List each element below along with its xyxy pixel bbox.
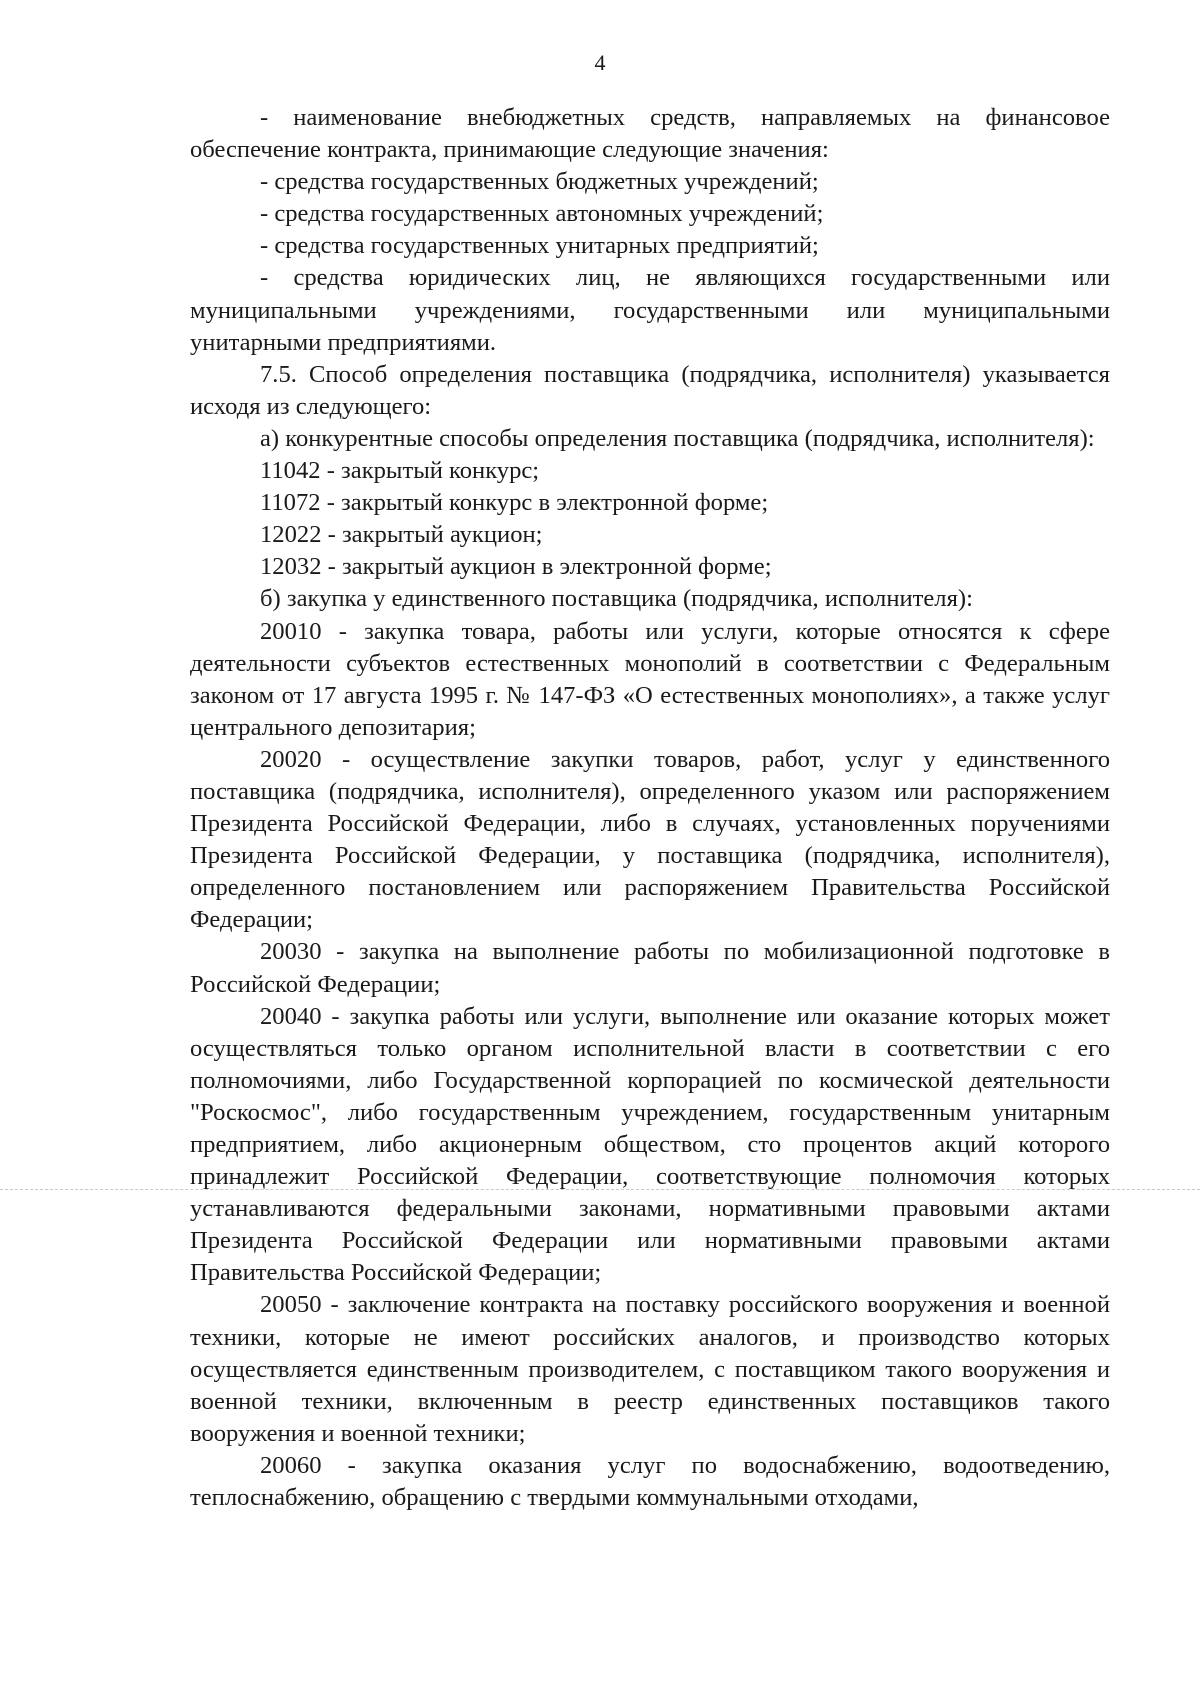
list-item-unitary-enterprises: - средства государственных унитарных предприятий;: [260, 232, 819, 260]
page-number: 4: [594, 50, 606, 75]
code-item-12022: 12022 - закрытый аукцион;: [260, 521, 543, 549]
code-item-20020: 20020 - осуществление закупки товаров, работ, услуг у единственного поставщика (подрядчика, исполнителя), определенного указом или распоряжением Президента Российской Федерации, либо в случаях, установленных поручениями Президента Российской Федерации, у поставщика (подрядчика, исполнителя), определенного постановлением или распоряжением Правительства Российской Федерации;: [190, 745, 1110, 934]
code-item-11042: 11042 - закрытый конкурс;: [260, 457, 540, 485]
paragraph-offbudget-funds-intro: - наименование внебюджетных средств, направляемых на финансовое обеспечение контракта, принимающие следующие значения:: [190, 104, 1110, 164]
code-item-20050: 20050 - заключение контракта на поставку российского вооружения и военной техники, которые не имеют российских аналогов, и производство которых осуществляется единственным производителем, с поставщиком такого вооружения и военной техники, включенным в реестр единственных поставщиков такого вооружения и военной техники;: [190, 1291, 1110, 1447]
code-item-20040: 20040 - закупка работы или услуги, выполнение или оказание которых может осуществляться только органом исполнительной власти в соответствии с его полномочиями, либо Государственной корпорацией по космической деятельности "Роскосмос", либо государственным учреждением, государственным унитарным предприятием, либо акционерным обществом, сто процентов акций которого принадлежит Российской Федерации, соответствующие полномочия которых устанавливаются федеральными законами, нормативными правовыми актами Президента Российской Федерации или нормативными правовыми актами Правительства Российской Федерации;: [190, 1002, 1110, 1287]
code-item-20010: 20010 - закупка товара, работы или услуги, которые относятся к сфере деятельности субъектов естественных монополий в соответствии с Федеральным законом от 17 августа 1995 г. № 147-ФЗ «О естественных монополиях», а также услуг центрального депозитария;: [190, 617, 1110, 741]
list-item-budget-institutions: - средства государственных бюджетных учреждений;: [260, 168, 819, 196]
subsection-b-single-supplier: б) закупка у единственного поставщика (подрядчика, исполнителя):: [260, 585, 973, 613]
section-7-5-heading: 7.5. Способ определения поставщика (подрядчика, исполнителя) указывается исходя из следующего:: [190, 360, 1110, 420]
subsection-a-competitive-methods: а) конкурентные способы определения поставщика (подрядчика, исполнителя):: [260, 424, 1095, 452]
code-item-11072: 11072 - закрытый конкурс в электронной форме;: [260, 489, 769, 517]
code-item-20030: 20030 - закупка на выполнение работы по мобилизационной подготовке в Российской Федерации;: [190, 938, 1110, 998]
document-body: [190, 102, 1110, 1514]
list-item-autonomous-institutions: - средства государственных автономных учреждений;: [260, 200, 824, 228]
code-item-20060: 20060 - закупка оказания услуг по водоснабжению, водоотведению, теплоснабжению, обращению с твердыми коммунальными отходами,: [190, 1451, 1110, 1512]
list-item-legal-entities: - средства юридических лиц, не являющихся государственными или муниципальными учреждениями, государственными или муниципальными унитарными предприятиями.: [190, 264, 1110, 356]
code-item-12032: 12032 - закрытый аукцион в электронной форме;: [260, 553, 772, 581]
